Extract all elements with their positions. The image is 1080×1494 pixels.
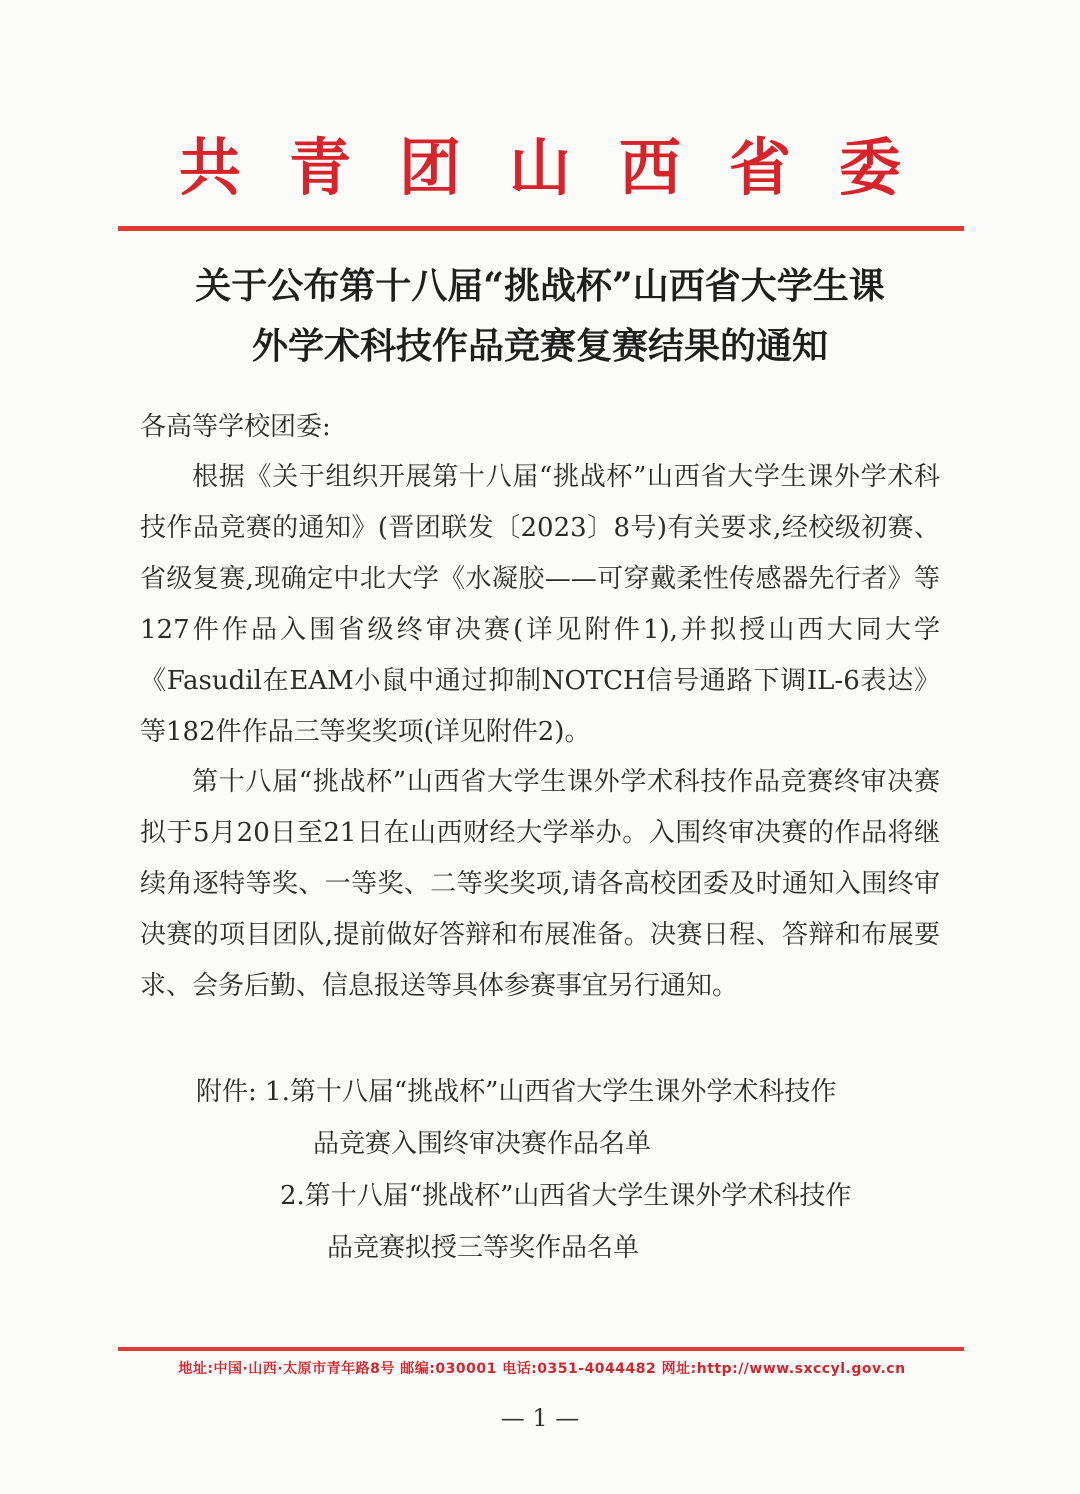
org-letterhead: 共青团山西省委 bbox=[178, 131, 949, 204]
attachment-2-line-1: 2.第十八届“挑战杯”山西省大学生课外学术科技作 bbox=[280, 1181, 852, 1211]
footer-divider bbox=[118, 1347, 964, 1351]
salutation: 各高等学校团委: bbox=[140, 412, 331, 442]
attachment-label: 附件: bbox=[196, 1077, 257, 1107]
paragraph-2-text: 第十八届“挑战杯”山西省大学生课外学术科技作品竞赛终审决赛拟于5月20日至21日在山西财经大学举办。入围终审决赛的作品将继续角逐特等奖、一等奖、二等奖奖项,请各高校团委及时通知入围终审决赛的项目团队,提前做好答辩和布展准备。决赛日程、答辩和布展要求、会务后勤、信息报送等具体参赛事宜另行通知。 bbox=[140, 767, 940, 1001]
attachment-2-line-2: 品竞赛拟授三等奖作品名单 bbox=[327, 1233, 640, 1263]
attachment-1-line-2: 品竞赛入围终审决赛作品名单 bbox=[313, 1129, 652, 1159]
document-title bbox=[120, 256, 960, 376]
paragraph-1-text: 根据《关于组织开展第十八届“挑战杯”山西省大学生课外学术科技作品竞赛的通知》(晋团联发〔2023〕8号)有关要求,经校级初赛、省级复赛,现确定中北大学《水凝胶——可穿戴柔性传感器先行者》等127件作品入围省级终审决赛(详见附件1),并拟授山西大同大学《Fasudil在EAM小鼠中通过抑制NOTCH信号通路下调IL-6表达》等182件作品三等奖奖项(详见附件2)。 bbox=[140, 462, 940, 747]
page-number: — 1 — bbox=[500, 1404, 580, 1432]
body-paragraph-2 bbox=[140, 757, 940, 1012]
attachment-1-line-1: 1.第十八届“挑战杯”山西省大学生课外学术科技作 bbox=[265, 1077, 837, 1107]
footer-contact-info: 地址:中国·山西·太原市青年路8号 邮编:030001 电话:0351-4044482 网址:http://www.sxccyl.gov.cn bbox=[178, 1361, 906, 1377]
letterhead-divider bbox=[118, 226, 964, 231]
attachment-1 bbox=[196, 1066, 940, 1118]
body-paragraph-1 bbox=[140, 452, 940, 758]
title-line-2: 外学术科技作品竞赛复赛结果的通知 bbox=[251, 325, 828, 367]
title-line-1: 关于公布第十八届“挑战杯”山西省大学生课 bbox=[195, 265, 885, 307]
